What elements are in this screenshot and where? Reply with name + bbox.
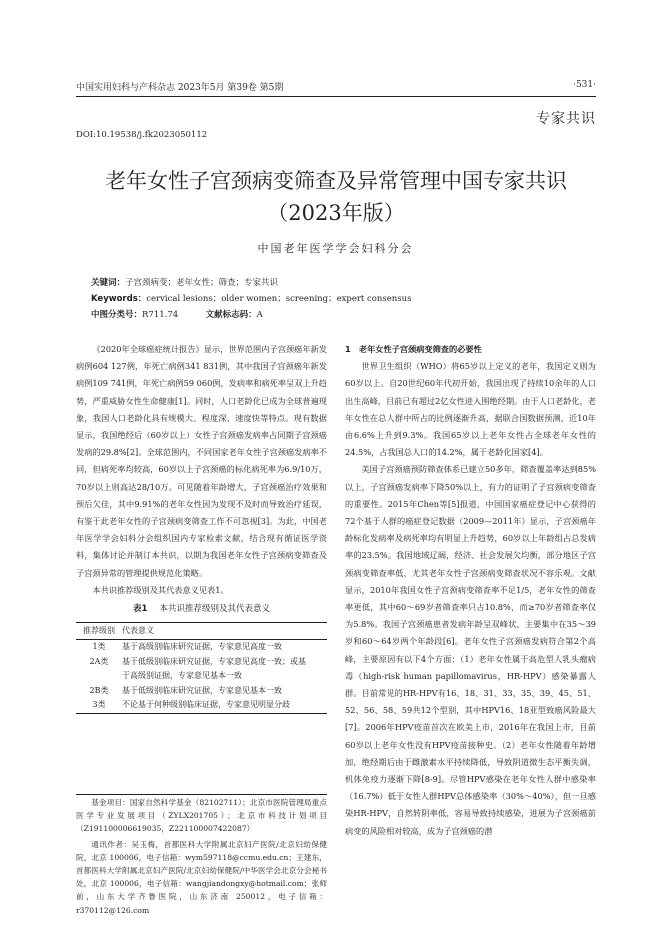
recommendation-table	[76, 622, 327, 714]
author-organization: 中国老年医学学会妇科分会	[257, 242, 414, 255]
article-title-edition: （2023年版）	[267, 201, 405, 225]
table-cell: 1类	[92, 642, 106, 652]
header-rule	[76, 96, 596, 97]
keywords-cn-label: 关键词：	[91, 278, 126, 288]
left-column	[76, 341, 327, 714]
keywords-cn-text: 子宫颈病变；老年女性；筛查；专家共识	[125, 278, 279, 288]
running-header	[76, 80, 596, 96]
table-cell: 基于低级别临床研究证据，专家意见基本一致	[122, 685, 282, 695]
right-column	[345, 341, 596, 840]
keywords-en-label: Keywords：	[91, 294, 147, 304]
body-paragraph: 《2020年全球癌症统计报告》显示，世界范围内子宫颈癌年新发病例604 127例，年死亡病例341 831例，其中我国子宫颈癌年新发病例109 741例，年死亡病例59 060例，发病率和病死率呈双上升趋势，严重威胁女性生命健康[1]。同时，人口老龄化已成为全球普遍现象，我国人口老龄化具有规模大、程度深、速度快等特点。现有数据显示，我国绝经后（60岁以上）女性子宫颈癌发病率占同期子宫颈癌发病的29.8%[2]。全球范围内，不同国家老年女性子宫颈癌发病率不同，但病死率均较高，60岁以上子宫颈癌的标化病死率为6.9/10万，70岁以上则高达28/10万。可见随着年龄增大，子宫颈癌治疗效果和预后欠佳，其中9.91%的老年女性因为发现不及时而导致治疗延误，有鉴于此老年女性的子宫颈病变筛查工作不可忽视[3]。为此，中国老年医学学会妇科分会组织国内专家检索文献，结合现有循证医学资料，集体讨论并制订本共识，以期为我国老年女性子宫颈病变筛查及子宫颈异常的管理提供规范化策略。	[76, 344, 327, 578]
article-title: 老年女性子宫颈病变筛查及异常管理中国专家共识	[105, 169, 567, 193]
table-caption-text: 本共识推荐级别及其代表意义	[159, 604, 270, 615]
section-heading: 1 老年女性子宫颈病变筛查的必要性	[345, 344, 482, 354]
doc-code-value: A	[256, 310, 263, 320]
table-row	[76, 698, 327, 713]
table-cell: 不论基于何种级别临床证据，专家意见明显分歧	[122, 698, 327, 713]
body-paragraph: 本共识推荐级别及其代表意义见表1。	[92, 584, 229, 595]
table-cell: 基于低级别临床研究证据，专家意见高度一致；或基	[122, 656, 306, 666]
corresponding-author-note: 通讯作者：吴玉梅，首都医科大学附属北京妇产医院/北京妇幼保健院，北京 100006，电子信箱：wym597118@ccmu.edu.cn；王建东，首都医科大学附属北京妇产医院/北京妇幼保健院/中华医学会北京分会秘书处，北京 100006，电子信箱：wangjiandongxy@hotmail.com；张师前，山东大学齐鲁医院，山东济南 250012，电子信箱：r370112@126.com	[76, 839, 327, 915]
table-caption-label: 表1	[133, 604, 148, 615]
journal-citation: 中国实用妇科与产科杂志 2023年5月 第39卷 第5期	[76, 83, 284, 93]
table-header-cell: 推荐级别	[76, 623, 122, 640]
table-row	[76, 655, 327, 670]
article-category: 专家共识	[536, 111, 596, 127]
body-paragraph: 美国子宫颈癌预防筛查体系已建立50多年，筛查覆盖率达到85%以上，子宫颈癌发病率下降50%以上，有力的证明了子宫颈病变筛查的重要性。2015年Chen等[5]报道，中国国家癌症登记中心获得的72个基于人群的癌症登记数据（2009—2011年）显示，子宫颈癌年龄标化发病率及病死率均有明显上升趋势，60岁以上年龄组占总发病率的23.5%。我国地域辽阔，经济、社会发展欠均衡，部分地区子宫颈病变筛查率低，尤其老年女性子宫颈病变筛查状况不容乐观。文献显示，2010年我国女性子宫颈病变筛查率不足1/5，老年女性的筛查率更低，其中60～69岁者筛查率只占10.8%，而≥70岁者筛查率仅为5.8%。我国子宫颈癌患者发病年龄呈双峰状，主要集中在35～39岁和60～64岁两个年龄段[6]。老年女性子宫颈癌发病符合第2个高峰，主要原因有以下4个方面：（1）老年女性属于高危型人乳头瘤病毒（high-risk human papillomavirus，HR-HPV）感染暴露人群。目前常见的HR-HPV有16、18、31、33、35、39、45、51、52、56、58、59共12个型别，其中HPV16、18亚型致癌风险最大[7]。2006年HPV疫苗首次在欧美上市，2016年在我国上市，目前60岁以上老年女性没有HPV疫苗接种史。（2）老年女性随着年龄增加，绝经期后由于雌激素水平持续降低，导致阴道微生态平衡失调，机体免疫力逐渐下降[8-9]。尽管HPV感染在老年女性人群中感染率（16.7%）低于女性人群HPV总体感染率（30%～40%），但一旦感染HR-HPV，自然转阴率低，容易导致持续感染，进展为子宫颈癌前病变的风险相对较高，成为子宫颈癌的潜	[345, 464, 596, 836]
table-row	[76, 684, 327, 699]
table-cell: 2A类	[89, 656, 109, 666]
table-caption	[76, 601, 327, 618]
table-header-cell: 代表意义	[122, 623, 327, 640]
table-row	[76, 640, 327, 655]
body-paragraph: 世界卫生组织（WHO）将65岁以上定义的老年，我国定义则为60岁以上。自20世纪60年代初开始，我国出现了持续10余年的人口出生高峰，目前已有超过2亿女性进入围绝经期。由于人口老龄化，老年女性在总人群中所占的比例逐渐升高，据联合国数据预测，近10年由6.6%上升到9.3%。我国65岁以上老年女性占全球老年女性的24.5%，占我国总人口的14.2%，属于老龄化国家[4]。	[345, 361, 596, 458]
table-cell	[76, 669, 122, 684]
footnotes	[76, 796, 327, 919]
page-number: ·531·	[573, 80, 596, 90]
footnote-rule	[76, 794, 327, 795]
doc-code-label: 文献标志码：	[205, 310, 257, 320]
funding-note: 基金项目：国家自然科学基金（82102711）；北京市医院管理局重点医学专业发展项目（ZYLX201705）；北京市科技计划项目（Z191100006619035，Z221100007422087）	[76, 798, 327, 834]
doi: DOI:10.19538/j.fk2023050112	[76, 130, 208, 140]
clc-label: 中图分类号：	[91, 310, 143, 320]
table-cell: 2B类	[89, 685, 109, 695]
table-cell: 3类	[76, 698, 122, 713]
table-header-row	[76, 623, 327, 640]
clc-value: R711.74	[142, 310, 179, 320]
table-cell: 基于高级别临床研究证据，专家意见高度一致	[122, 642, 282, 652]
table-cell: 于高级别证据，专家意见基本一致	[122, 671, 242, 681]
classification-line	[91, 308, 591, 322]
keywords-en	[91, 292, 591, 306]
keywords-en-text: cervical lesions；older women；screening；expert consensus	[146, 294, 412, 304]
table-row	[76, 669, 327, 684]
keywords-cn	[91, 276, 591, 290]
